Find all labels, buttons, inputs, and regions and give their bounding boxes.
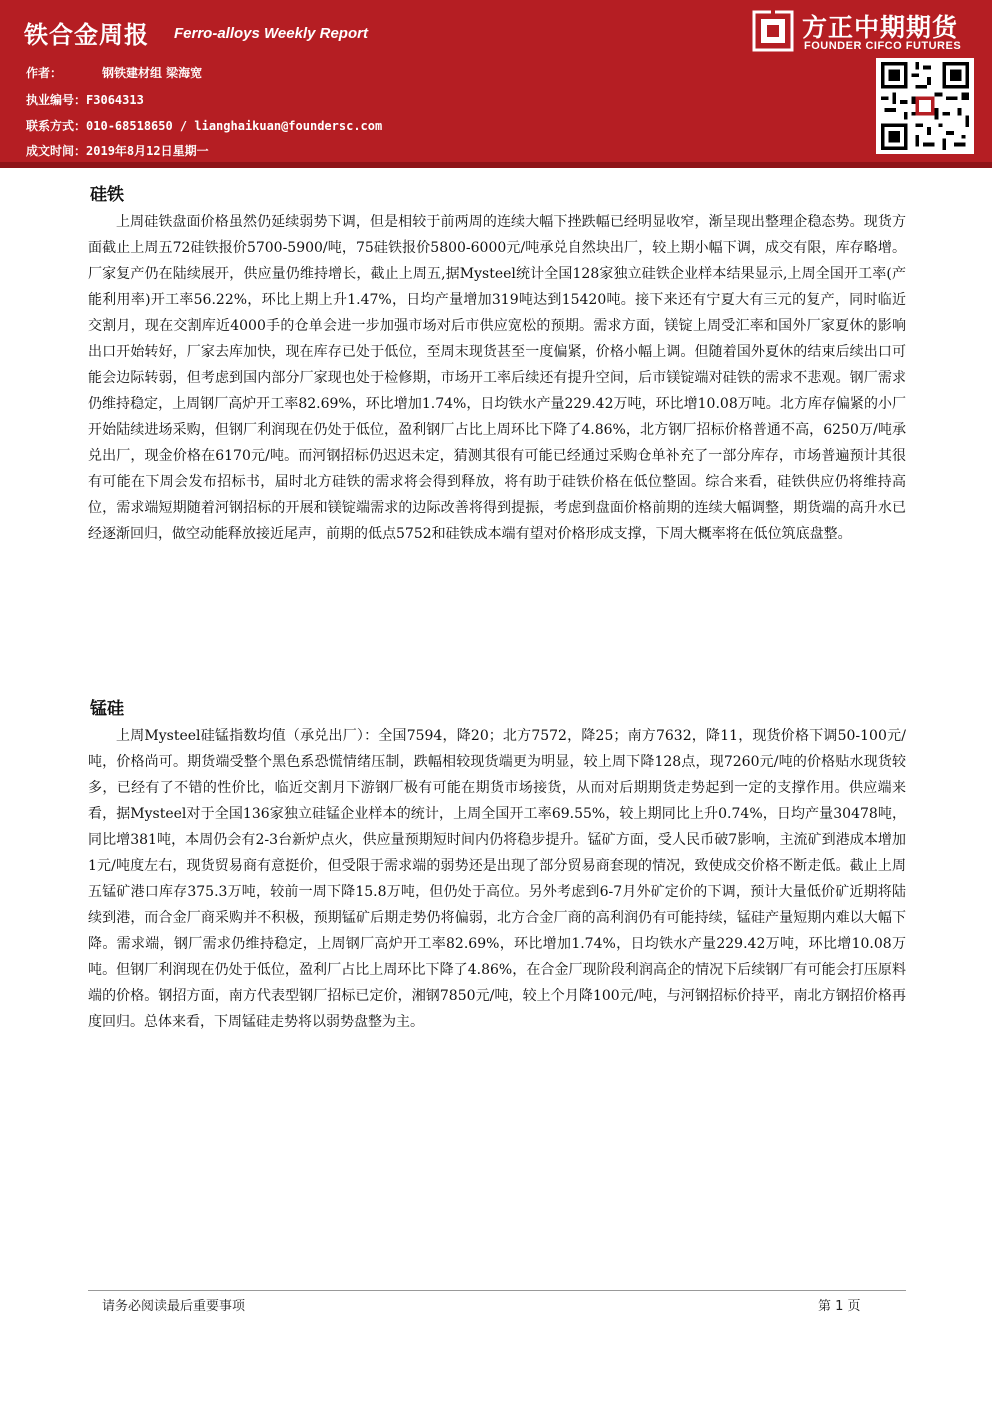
- section-body-silicomanganese: 上周Mysteel硅锰指数均值（承兑出厂）：全国7594，降20；北方7572，降25；南方7632，降11，现货价格下调50-100元/吨，价格尚可。期货端受整个黑色系恐慌情绪压制，跌幅相较现货端更为明显，较上周下降128点，现7260元/吨的价格贴水现货较多，已经有了不错的性价比，临近交割月下游钢厂极有可能在期货市场接货，从而对后期期货走势起到一定的支撑作用。供应端来看，据Mysteel对于全国136家独立硅锰企业样本的统计，上周全国开工率69.55%，较上期同比上升0.74%，日均产量30478吨，同比增381吨，本周仍会有2-3台新炉点火，供应量预期短时间内仍将稳步提升。锰矿方面，受人民币破7影响，主流矿到港成本增加1元/吨度左右，现货贸易商有意挺价，但受限于需求端的弱势还是出现了部分贸易商套现的情况，致使成交价格不断走低。截止上周五锰矿港口库存375.3万吨，较前一周下降15.8万吨，但仍处于高位。另外考虑到6-7月外矿定价的下调，预计大量低价矿近期将陆续到港，而合金厂商采购并不积极，预期锰矿后期走势仍将偏弱，北方合金厂商的高利润仍有可能持续，锰硅产量短期内难以大幅下降。需求端，钢厂需求仍维持稳定，上周钢厂高炉开工率82.69%，环比增加1.74%，日均铁水产量229.42万吨，环比增10.08万吨。但钢厂利润现在仍处于低位，盈利厂占比上周环比下降了4.86%，在合金厂现阶段利润高企的情况下后续钢厂有可能会打压原料端的价格。钢招方面，南方代表型钢厂招标已定价，湘钢7850元/吨，较上个月降100元/吨，与河钢招标价持平，南北方钢招价格再度回归。总体来看，下周锰硅走势将以弱势盘整为主。: [88, 728, 906, 1030]
- section-title-ferrosilicon: 硅铁: [90, 185, 124, 205]
- logo-text-en: FOUNDER CIFCO FUTURES: [804, 40, 962, 52]
- footer-divider: [88, 1290, 906, 1291]
- header-divider: [0, 162, 992, 168]
- date-label: 成文时间：: [26, 144, 87, 158]
- author-value: 钢铁建材组 梁海宽: [102, 66, 203, 80]
- license-label: 执业编号：: [26, 93, 87, 107]
- report-title-cn: 铁合金周报: [24, 21, 149, 49]
- report-header: [0, 0, 992, 168]
- contact-value: 010-68518650 / lianghaikuan@foundersc.com: [86, 119, 383, 133]
- section-body-ferrosilicon: 上周硅铁盘面价格虽然仍延续弱势下调，但是相较于前两周的连续大幅下挫跌幅已经明显收窄，渐呈现出整理企稳态势。现货方面截止上周五72硅铁报价5700-5900/吨，75硅铁报价5800-6000元/吨承兑自然块出厂，较上期小幅下调，成交有限，库存略增。厂家复产仍在陆续展开，供应量仍维持增长，截止上周五,据Mysteel统计全国128家独立硅铁企业样本结果显示,上周全国开工率(产能利用率)开工率56.22%，环比上期上升1.47%，日均产量增加319吨达到15420吨。接下来还有宁夏大有三元的复产，同时临近交割月，现在交割库近4000手的仓单会进一步加强市场对后市供应宽松的预期。需求方面，镁锭上周受汇率和国外厂家夏休的影响出口开始转好，厂家去库加快，现在库存已处于低位，至周末现货甚至一度偏紧，价格小幅上调。但随着国外夏休的结束后续出口可能会边际转弱，但考虑到国内部分厂家现也处于检修期，市场开工率后续还有提升空间，后市镁锭端对硅铁的需求不悲观。钢厂需求仍维持稳定，上周钢厂高炉开工率82.69%，环比增加1.74%，日均铁水产量229.42万吨，环比增10.08万吨。北方库存偏紧的小厂开始陆续进场采购，但钢厂利润现在仍处于低位，盈利钢厂占比上周环比下降了4.86%，北方钢厂招标价格普通不高，6250万/吨承兑出厂，现金价格在6170元/吨。而河钢招标仍迟迟未定，猜测其很有可能已经通过采购仓单补充了一部分库存，市场普遍预计其很有可能在下周会发布招标书，届时北方硅铁的需求将会得到释放，将有助于硅铁价格在低位整固。综合来看，硅铁供应仍将维持高位，需求端短期随着河钢招标的开展和镁锭端需求的边际改善将得到提振，考虑到盘面价格前期的连续大幅调整，期货端的高升水已经逐渐回归，做空动能释放接近尾声，前期的低点5752和硅铁成本端有望对价格形成支撑，下周大概率将在低位筑底盘整。: [88, 214, 906, 542]
- contact-row: [26, 117, 382, 134]
- qr-code-icon: [876, 58, 974, 154]
- license-value: F3064313: [86, 93, 144, 107]
- page-number: 第 1 页: [818, 1299, 861, 1314]
- founder-logo-icon: [752, 10, 794, 52]
- author-label: 作者：: [26, 66, 63, 80]
- date-row: [26, 142, 209, 159]
- author-row: [26, 64, 202, 81]
- company-logo: [752, 6, 982, 56]
- license-row: [26, 91, 144, 108]
- footer-notice: 请务必阅读最后重要事项: [102, 1299, 246, 1314]
- logo-text-cn: 方正中期期货: [802, 13, 959, 42]
- section-title-silicomanganese: 锰硅: [90, 699, 124, 719]
- date-value: 2019年8月12日星期一: [86, 144, 209, 158]
- contact-label: 联系方式：: [26, 119, 87, 133]
- report-title-en: Ferro-alloys Weekly Report: [174, 25, 368, 42]
